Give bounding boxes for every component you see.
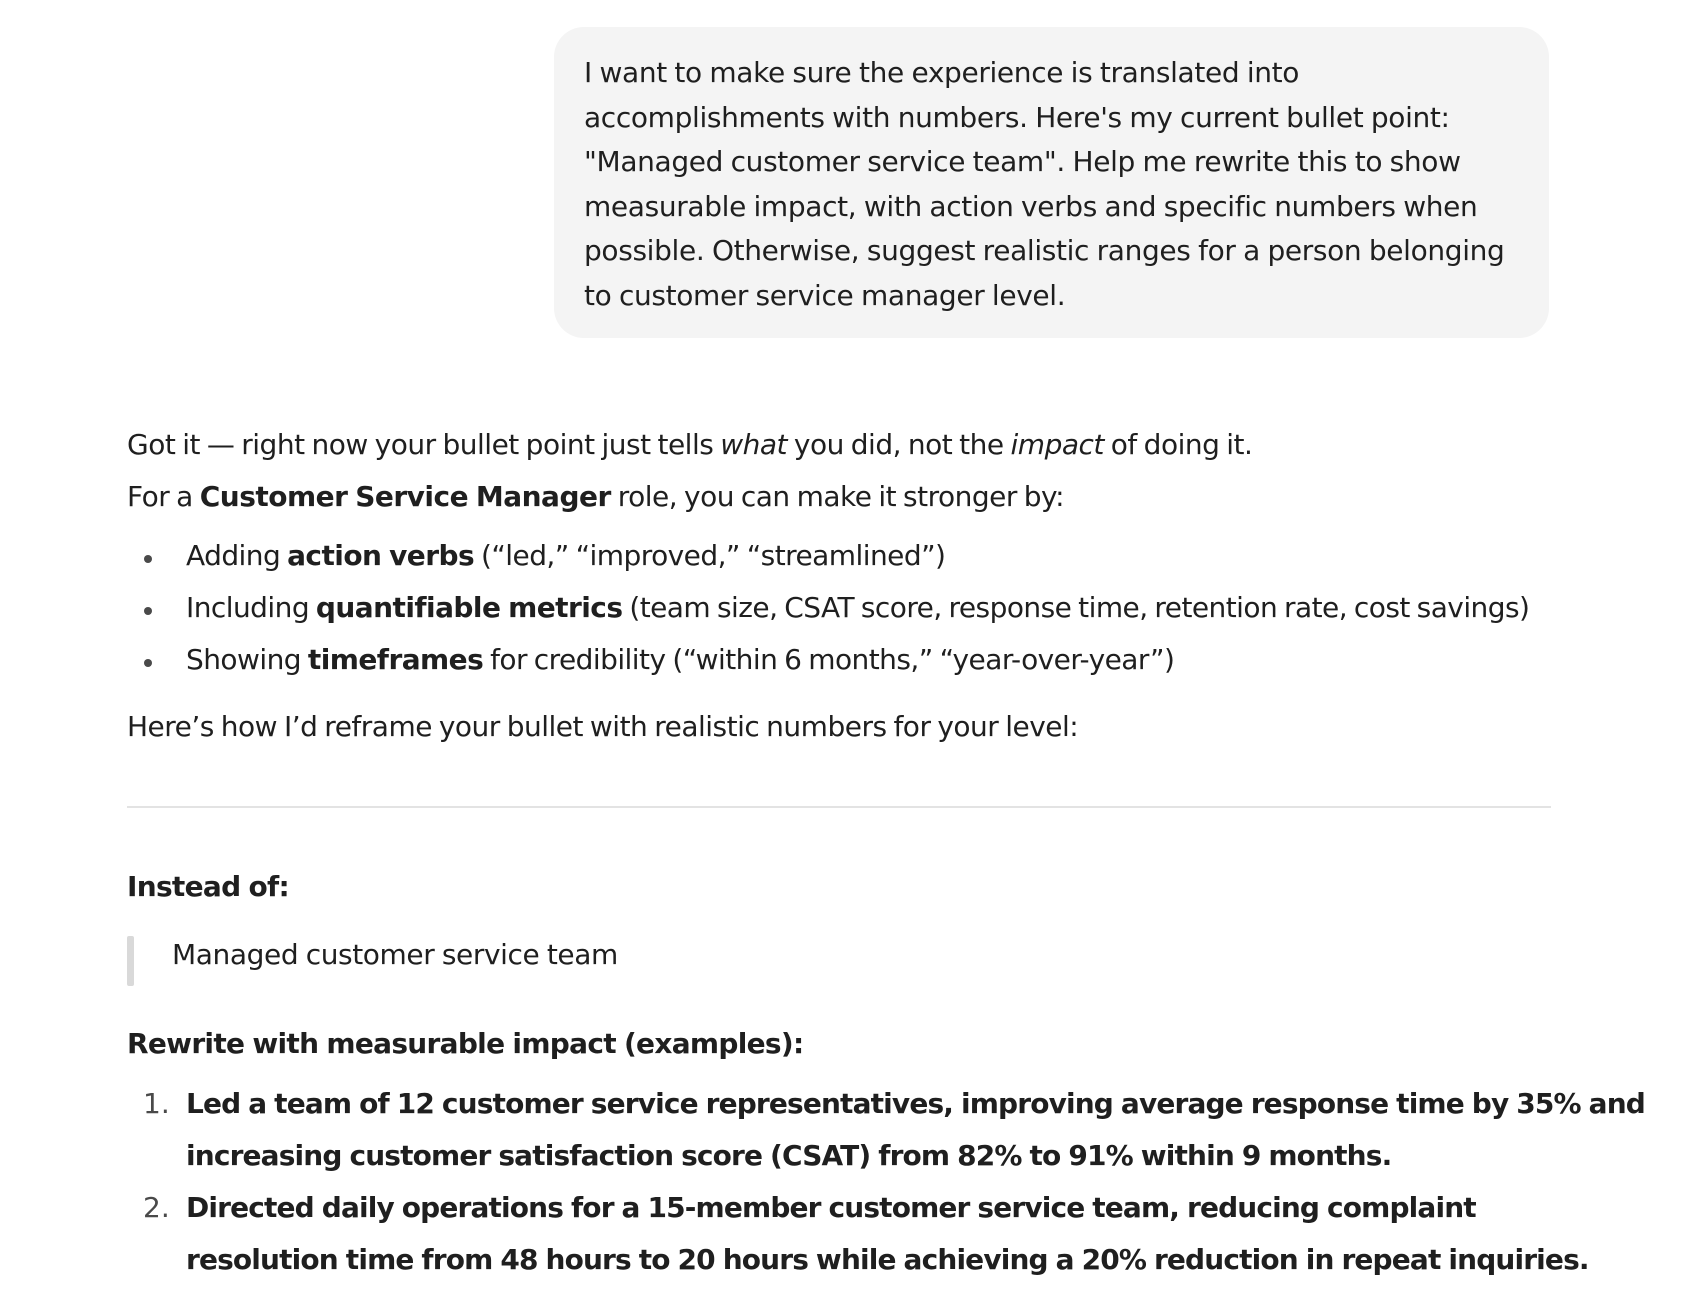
- tip-bold: action verbs: [287, 539, 475, 572]
- tip-text: [186, 539, 945, 572]
- role-prefix: For a: [127, 480, 200, 513]
- tip-text: [186, 643, 1174, 676]
- horizontal-divider: [127, 806, 1551, 808]
- intro-paragraph: [127, 428, 1252, 461]
- example-line-2: resolution time from 48 hours to 20 hours while achieving a 20% reduction in repeat inquiries.: [186, 1243, 1589, 1276]
- tip-prefix: Including: [186, 591, 316, 624]
- bullet-dot-icon: [144, 607, 152, 615]
- rewrite-heading: Rewrite with measurable impact (examples):: [127, 1027, 804, 1060]
- tip-suffix: (“led,” “improved,” “streamlined”): [474, 539, 946, 572]
- intro-text-2: you did, not the: [787, 428, 1011, 461]
- role-paragraph: [127, 480, 1064, 513]
- intro-emphasis-impact: impact: [1010, 428, 1104, 461]
- list-number: 1.: [143, 1087, 170, 1120]
- tip-suffix: (team size, CSAT score, response time, retention rate, cost savings): [622, 591, 1530, 624]
- original-bullet-text: Managed customer service team: [172, 938, 618, 971]
- tip-text: [186, 591, 1529, 624]
- example-line-2: increasing customer satisfaction score (CSAT) from 82% to 91% within 9 months.: [186, 1139, 1392, 1172]
- instead-of-heading: Instead of:: [127, 870, 289, 903]
- tip-prefix: Adding: [186, 539, 288, 572]
- tip-suffix: for credibility (“within 6 months,” “year-over-year”): [483, 643, 1175, 676]
- list-number: 2.: [143, 1191, 170, 1224]
- tip-bold: timeframes: [307, 643, 484, 676]
- blockquote-bar: [127, 936, 134, 986]
- role-name: Customer Service Manager: [199, 480, 611, 513]
- reframe-paragraph: Here’s how I’d reframe your bullet with realistic numbers for your level:: [127, 710, 1079, 743]
- intro-emphasis-what: what: [720, 428, 788, 461]
- intro-text-3: of doing it.: [1103, 428, 1253, 461]
- role-suffix: role, you can make it stronger by:: [610, 480, 1065, 513]
- bullet-dot-icon: [144, 555, 152, 563]
- tip-prefix: Showing: [186, 643, 308, 676]
- user-message-bubble: [554, 27, 1549, 338]
- tip-bold: quantifiable metrics: [315, 591, 623, 624]
- example-line-1: Directed daily operations for a 15-member customer service team, reducing complaint: [186, 1191, 1476, 1224]
- intro-text-1: Got it — right now your bullet point just tells: [127, 428, 721, 461]
- example-line-1: Led a team of 12 customer service representatives, improving average response time by 35% and: [186, 1087, 1645, 1120]
- user-message-text: I want to make sure the experience is translated into accomplishments with numbers. Here's my current bullet point: "Managed customer service team". Help me rewrite this to show measurable impact, with action verbs and specific numbers when possible. Otherwise, suggest realistic ranges for a person belonging to customer service manager level.: [584, 56, 1505, 312]
- bullet-dot-icon: [144, 659, 152, 667]
